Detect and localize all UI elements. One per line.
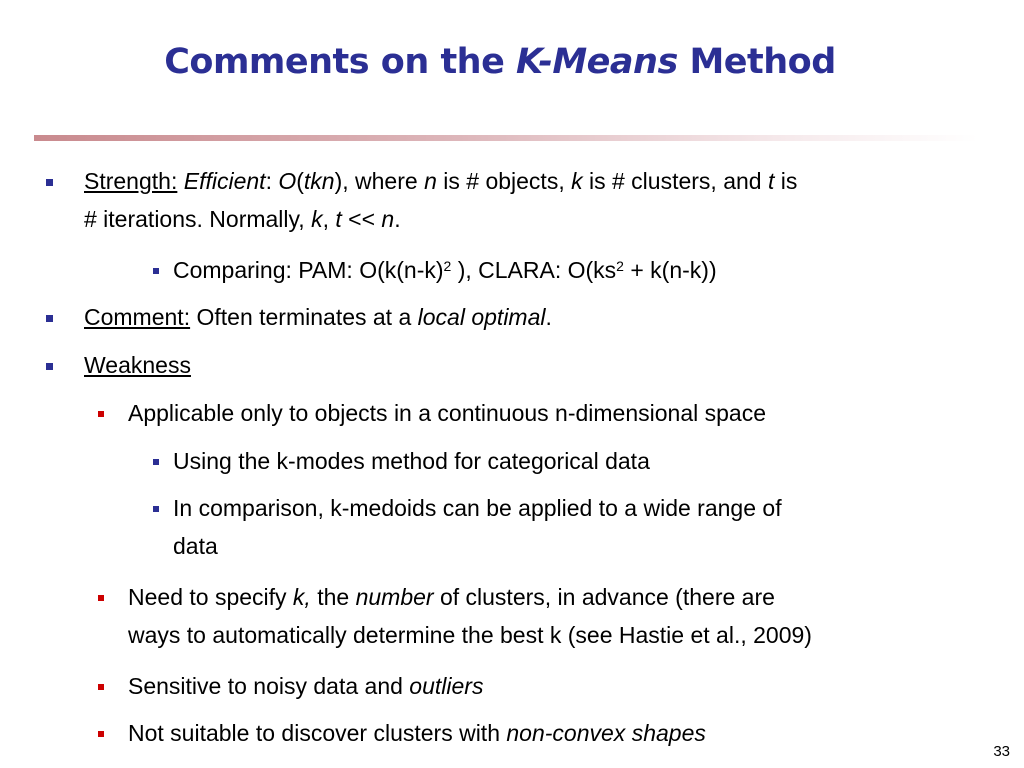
o-text: O (278, 168, 297, 194)
bullet-marker (98, 684, 104, 690)
iterations-text: # iterations. Normally, (84, 206, 312, 232)
bullet-kmodes (173, 442, 993, 480)
bullet-marker (153, 268, 159, 274)
bullet-applicable (128, 394, 998, 432)
specify-text-b: the (310, 584, 356, 610)
title-text-1: Comments on the (164, 42, 517, 82)
specify-text-a: Need to specify (128, 584, 293, 610)
bullet-nonconvex (128, 714, 998, 752)
bullet-comment (84, 298, 984, 336)
objects-text: is # objects, (436, 168, 572, 194)
superscript-2: 2 (443, 258, 452, 274)
comparing-text-a: Comparing: PAM: O(k(n-k) (173, 257, 444, 283)
bullet-weakness (84, 346, 984, 384)
applicable-text: Applicable only to objects in a continuous n-dimensional space (128, 400, 767, 426)
bullet-strength (84, 162, 984, 238)
kmedoids-line-2: data (173, 533, 218, 559)
comparing-text-b: ), CLARA: O(ks (451, 257, 617, 283)
noisy-text: Sensitive to noisy data and (128, 673, 410, 699)
comment-label: Comment: (84, 304, 191, 330)
bullet-marker (98, 595, 104, 601)
t-text: t (767, 168, 775, 194)
nonconvex-text: Not suitable to discover clusters with (128, 720, 507, 746)
title-text-2: Method (677, 42, 836, 82)
bullet-marker (98, 731, 104, 737)
bullet-specify (128, 578, 1008, 654)
strength-line-1 (84, 162, 984, 200)
bullet-kmedoids (173, 489, 993, 565)
bullet-comparing (173, 251, 993, 289)
bullet-marker (46, 315, 53, 322)
weakness-label: Weakness (84, 352, 191, 378)
dot-text: . (394, 206, 401, 232)
strength-line-2 (84, 200, 984, 238)
k-text: k (571, 168, 583, 194)
bullet-marker (153, 506, 159, 512)
dot-text: . (545, 304, 552, 330)
number-text: number (355, 584, 434, 610)
specify-line-2: ways to automatically determine the best k (see Hastie et al., 2009) (128, 622, 812, 648)
n-text: n (424, 168, 437, 194)
superscript-2: 2 (616, 258, 624, 274)
local-optimal-text: local optimal (417, 304, 546, 330)
colon-text: : (265, 168, 272, 194)
clusters-text: is # clusters, and (582, 168, 768, 194)
efficient-text: Efficient (183, 168, 266, 194)
t2-text: t (335, 206, 342, 232)
bullet-marker (153, 459, 159, 465)
kmodes-text: Using the k-modes method for categorical data (173, 448, 650, 474)
bullet-noisy (128, 667, 998, 705)
outliers-text: outliers (409, 673, 484, 699)
kmedoids-line-1: In comparison, k-medoids can be applied to a wide range of (173, 495, 782, 521)
strength-label: Strength: (84, 168, 178, 194)
paren-text: ( (296, 168, 304, 194)
specify-text-c: of clusters, in advance (there are (433, 584, 775, 610)
tkn-text: tkn (303, 168, 335, 194)
specify-line-1 (128, 578, 1008, 616)
k3-text: k, (292, 584, 311, 610)
k2-text: k (311, 206, 323, 232)
non-convex-shapes-text: non-convex shapes (506, 720, 706, 746)
where-text: ), where (334, 168, 425, 194)
comma-text: , (322, 206, 336, 232)
lt-text: << (341, 206, 382, 232)
bullet-marker (98, 411, 104, 417)
n2-text: n (381, 206, 395, 232)
bullet-marker (46, 363, 53, 370)
comment-text: Often terminates at a (190, 304, 418, 330)
is-text: is (774, 168, 798, 194)
title-text-kmeans: K-Means (516, 42, 678, 82)
comparing-text-c: + k(n-k)) (623, 257, 717, 283)
bullet-marker (46, 179, 53, 186)
page-number: 33 (993, 743, 1010, 760)
